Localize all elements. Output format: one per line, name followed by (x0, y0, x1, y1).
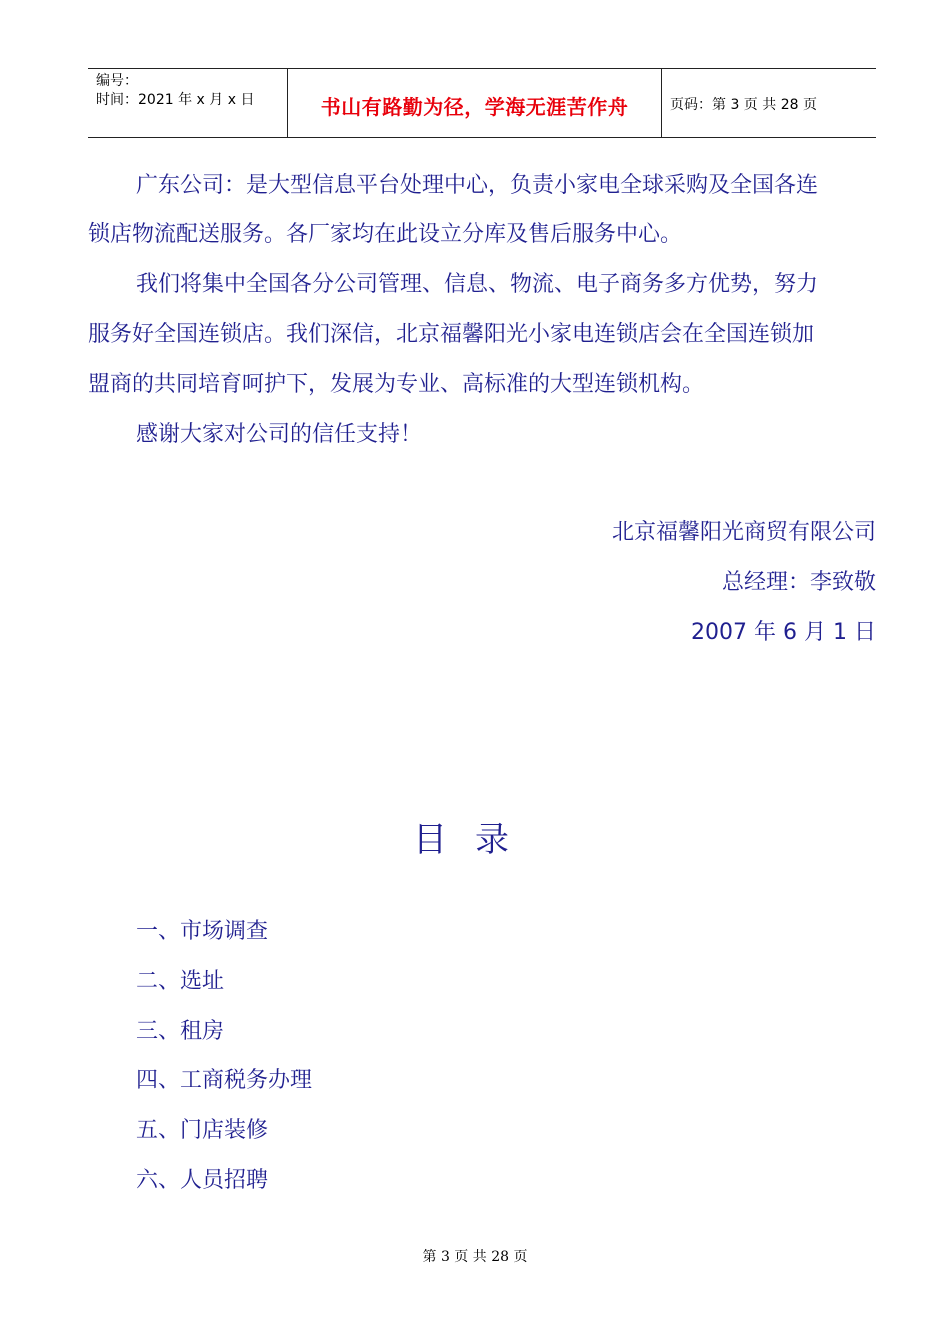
header-motto-cell (287, 69, 662, 137)
paragraph-1-line-2: 锁店物流配送服务。各厂家均在此设立分库及售后服务中心。 (88, 222, 683, 247)
signature-manager: 总经理：李致敬 (721, 570, 876, 595)
document-header (88, 68, 876, 138)
signature-date: 2007 年 6 月 1 日 (691, 620, 876, 645)
header-page-cell (661, 69, 876, 137)
toc-item-6: 六、人员招聘 (136, 1168, 269, 1193)
date-label: 时间：2021 年 x 月 x 日 (96, 92, 255, 108)
paragraph-1-line-1: 广东公司：是大型信息平台处理中心，负责小家电全球采购及全国各连 (136, 173, 819, 198)
paragraph-2-line-1: 我们将集中全国各分公司管理、信息、物流、电子商务多方优势，努力 (136, 272, 819, 297)
toc-item-1: 一、市场调查 (136, 919, 269, 944)
header-meta-cell (88, 69, 287, 137)
paragraph-2-line-2: 服务好全国连锁店。我们深信，北京福馨阳光小家电连锁店会在全国连锁加 (88, 322, 815, 347)
signature-company: 北京福馨阳光商贸有限公司 (611, 520, 876, 545)
header-motto: 书山有路勤为径，学海无涯苦作舟 (320, 95, 629, 119)
header-page-info: 页码：第 3 页 共 28 页 (670, 97, 817, 113)
toc-title: 目录 (413, 820, 537, 860)
number-label: 编号： (96, 73, 138, 89)
toc-item-4: 四、工商税务办理 (136, 1068, 313, 1093)
page-footer: 第 3 页 共 28 页 (422, 1249, 528, 1265)
toc-item-5: 五、门店装修 (136, 1118, 269, 1143)
toc-item-2: 二、选址 (136, 969, 225, 994)
paragraph-2-line-3: 盟商的共同培育呵护下，发展为专业、高标准的大型连锁机构。 (88, 372, 705, 397)
paragraph-3: 感谢大家对公司的信任支持！ (136, 422, 423, 447)
toc-item-3: 三、租房 (136, 1019, 225, 1044)
